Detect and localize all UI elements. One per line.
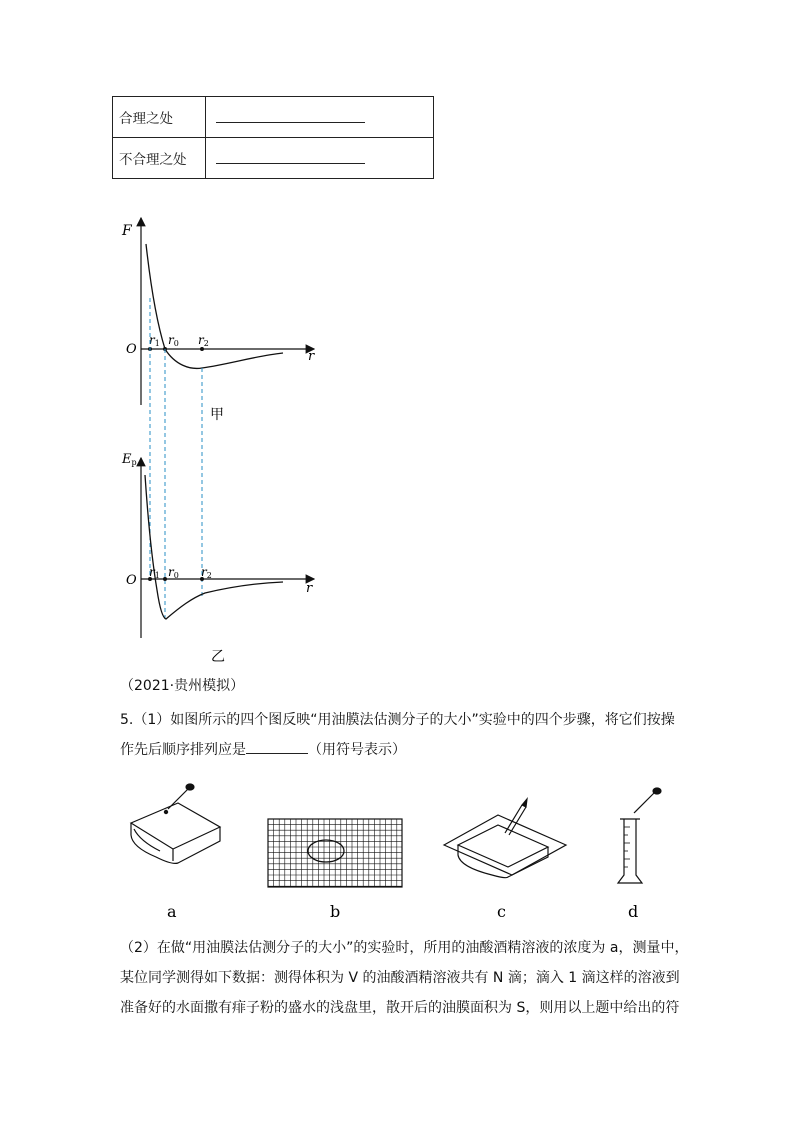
q5-part1-line1: 5.（1）如图所示的四个图反映“用油膜法估测分子的大小”实验中的四个步骤，将它们按操 <box>120 712 675 728</box>
r1-label-top: r1 <box>149 333 160 348</box>
figure-a-tray-dropper <box>131 784 220 863</box>
order-answer-blank[interactable] <box>246 739 308 754</box>
r2-label-bottom: r2 <box>201 565 212 580</box>
q5-part2-line1: （2）在做“用油膜法估测分子的大小”的实验时，所用的油酸酒精溶液的浓度为 a，测量中， <box>120 940 689 956</box>
r1-label-bottom: r1 <box>149 565 160 580</box>
r2-label-top: r2 <box>198 333 209 348</box>
q5-part2-line3: 准备好的水面撒有痱子粉的盛水的浅盘里，散开后的油膜面积为 S，则用以上题中给出的符 <box>120 1000 680 1016</box>
row-label-unreasonable: 不合理之处 <box>113 138 206 179</box>
source-tag: （2021·贵州模拟） <box>120 678 245 694</box>
figure-d-cylinder <box>618 788 661 883</box>
figure-label-a: a <box>167 902 177 921</box>
caption-jia: 甲 <box>210 407 224 423</box>
row-label-reasonable: 合理之处 <box>113 97 206 138</box>
ep-axis-label: Ep <box>122 452 137 467</box>
figure-label-c: c <box>497 902 506 921</box>
energy-curve <box>145 475 283 619</box>
caption-yi: 乙 <box>211 649 225 665</box>
figure-b-grid <box>268 819 402 887</box>
step-figures <box>0 775 794 925</box>
origin-label-top: O <box>126 342 137 357</box>
r0-label-top: r0 <box>168 333 179 348</box>
r0-label-bottom: r0 <box>168 565 179 580</box>
r-axis-label-bottom: r <box>306 581 313 596</box>
q5-part2-line2: 某位同学测得如下数据：测得体积为 V 的油酸酒精溶液共有 N 滴；滴入 1 滴这样的溶液到 <box>120 970 680 986</box>
figure-c-tray-glass <box>444 799 566 878</box>
figure-label-b: b <box>330 902 341 921</box>
figure-label-d: d <box>628 902 639 921</box>
origin-label-bottom: O <box>126 573 137 588</box>
q5-part1-line2: 作先后顺序排列应是 （用符号表示） <box>120 739 406 760</box>
f-axis-label: F <box>122 223 132 239</box>
r-axis-label-top: r <box>308 349 315 364</box>
